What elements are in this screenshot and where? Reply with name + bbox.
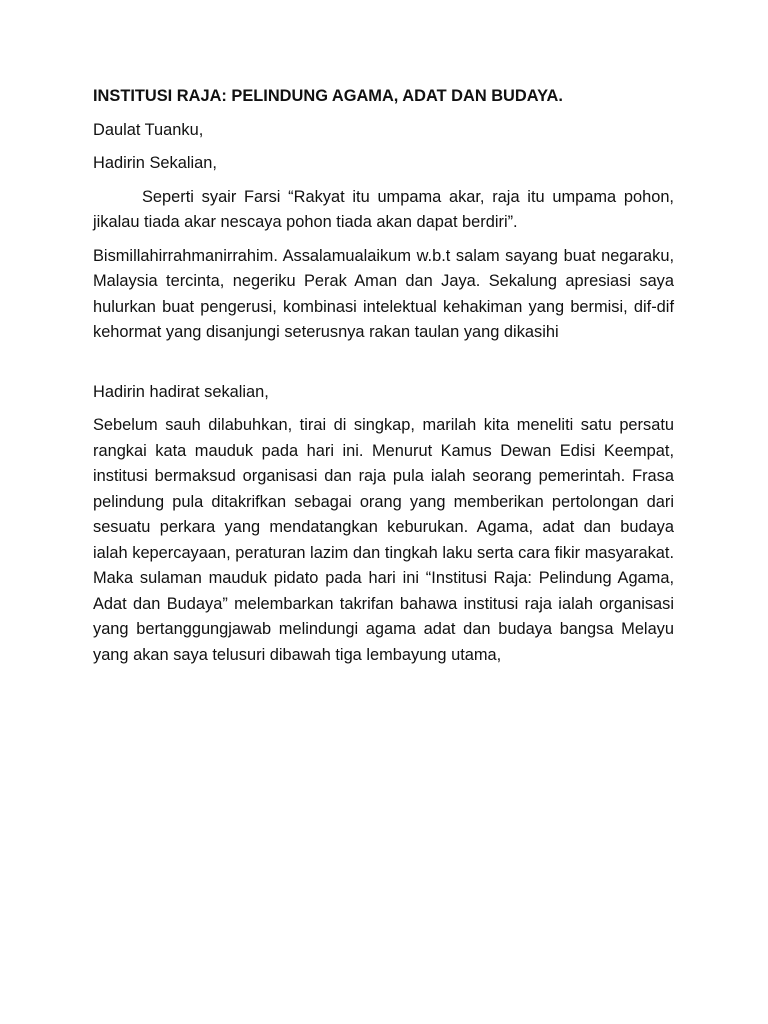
paragraph-opening: Bismillahirrahmanirrahim. Assalamualaikum w.b.t salam sayang buat negaraku, Malaysia tercinta, negeriku Perak Aman dan Jaya. Sekalung apresiasi saya hulurkan buat pengerusi, kombinasi intelektual kehakiman yang bermisi, dif-dif kehormat yang disanjungi seterusnya rakan taulan yang dikasihi xyxy=(93,246,674,341)
document-title: INSTITUSI RAJA: PELINDUNG AGAMA, ADAT DAN BUDAYA. xyxy=(93,87,563,105)
greeting-hadirin-sekalian: Hadirin Sekalian, xyxy=(93,154,217,172)
document-page xyxy=(93,84,674,676)
greeting-hadirin-hadirat: Hadirin hadirat sekalian, xyxy=(93,382,269,401)
paragraph-spacer xyxy=(93,354,674,380)
greeting-daulat-tuanku: Daulat Tuanku, xyxy=(93,120,204,139)
paragraph-definitions: Sebelum sauh dilabuhkan, tirai di singkap, marilah kita meneliti satu persatu rangkai kata mauduk pada hari ini. Menurut Kamus Dewan Edisi Keempat, institusi bermaksud organisasi dan raja pula ialah seorang pemerintah. Frasa pelindung pula ditakrifkan sebagai orang yang memberikan pertolongan dari sesuatu perkara yang mendatangkan keburukan. Agama, adat dan budaya ialah kepercayaan, peraturan lazim dan tingkah laku serta cara fikir masyarakat. Maka sulaman mauduk pidato pada hari ini “Institusi Raja: Pelindung Agama, Adat dan Budaya” melembarkan takrifan bahawa institusi raja ialah organisasi yang bertanggungjawab melindungi agama adat dan budaya bangsa Melayu yang akan saya telusuri dibawah tiga lembayung utama, xyxy=(93,416,674,664)
paragraph-syair-farsi: Seperti syair Farsi “Rakyat itu umpama akar, raja itu umpama pohon, jikalau tiada akar nescaya pohon tiada akan dapat berdiri”. xyxy=(93,187,674,231)
